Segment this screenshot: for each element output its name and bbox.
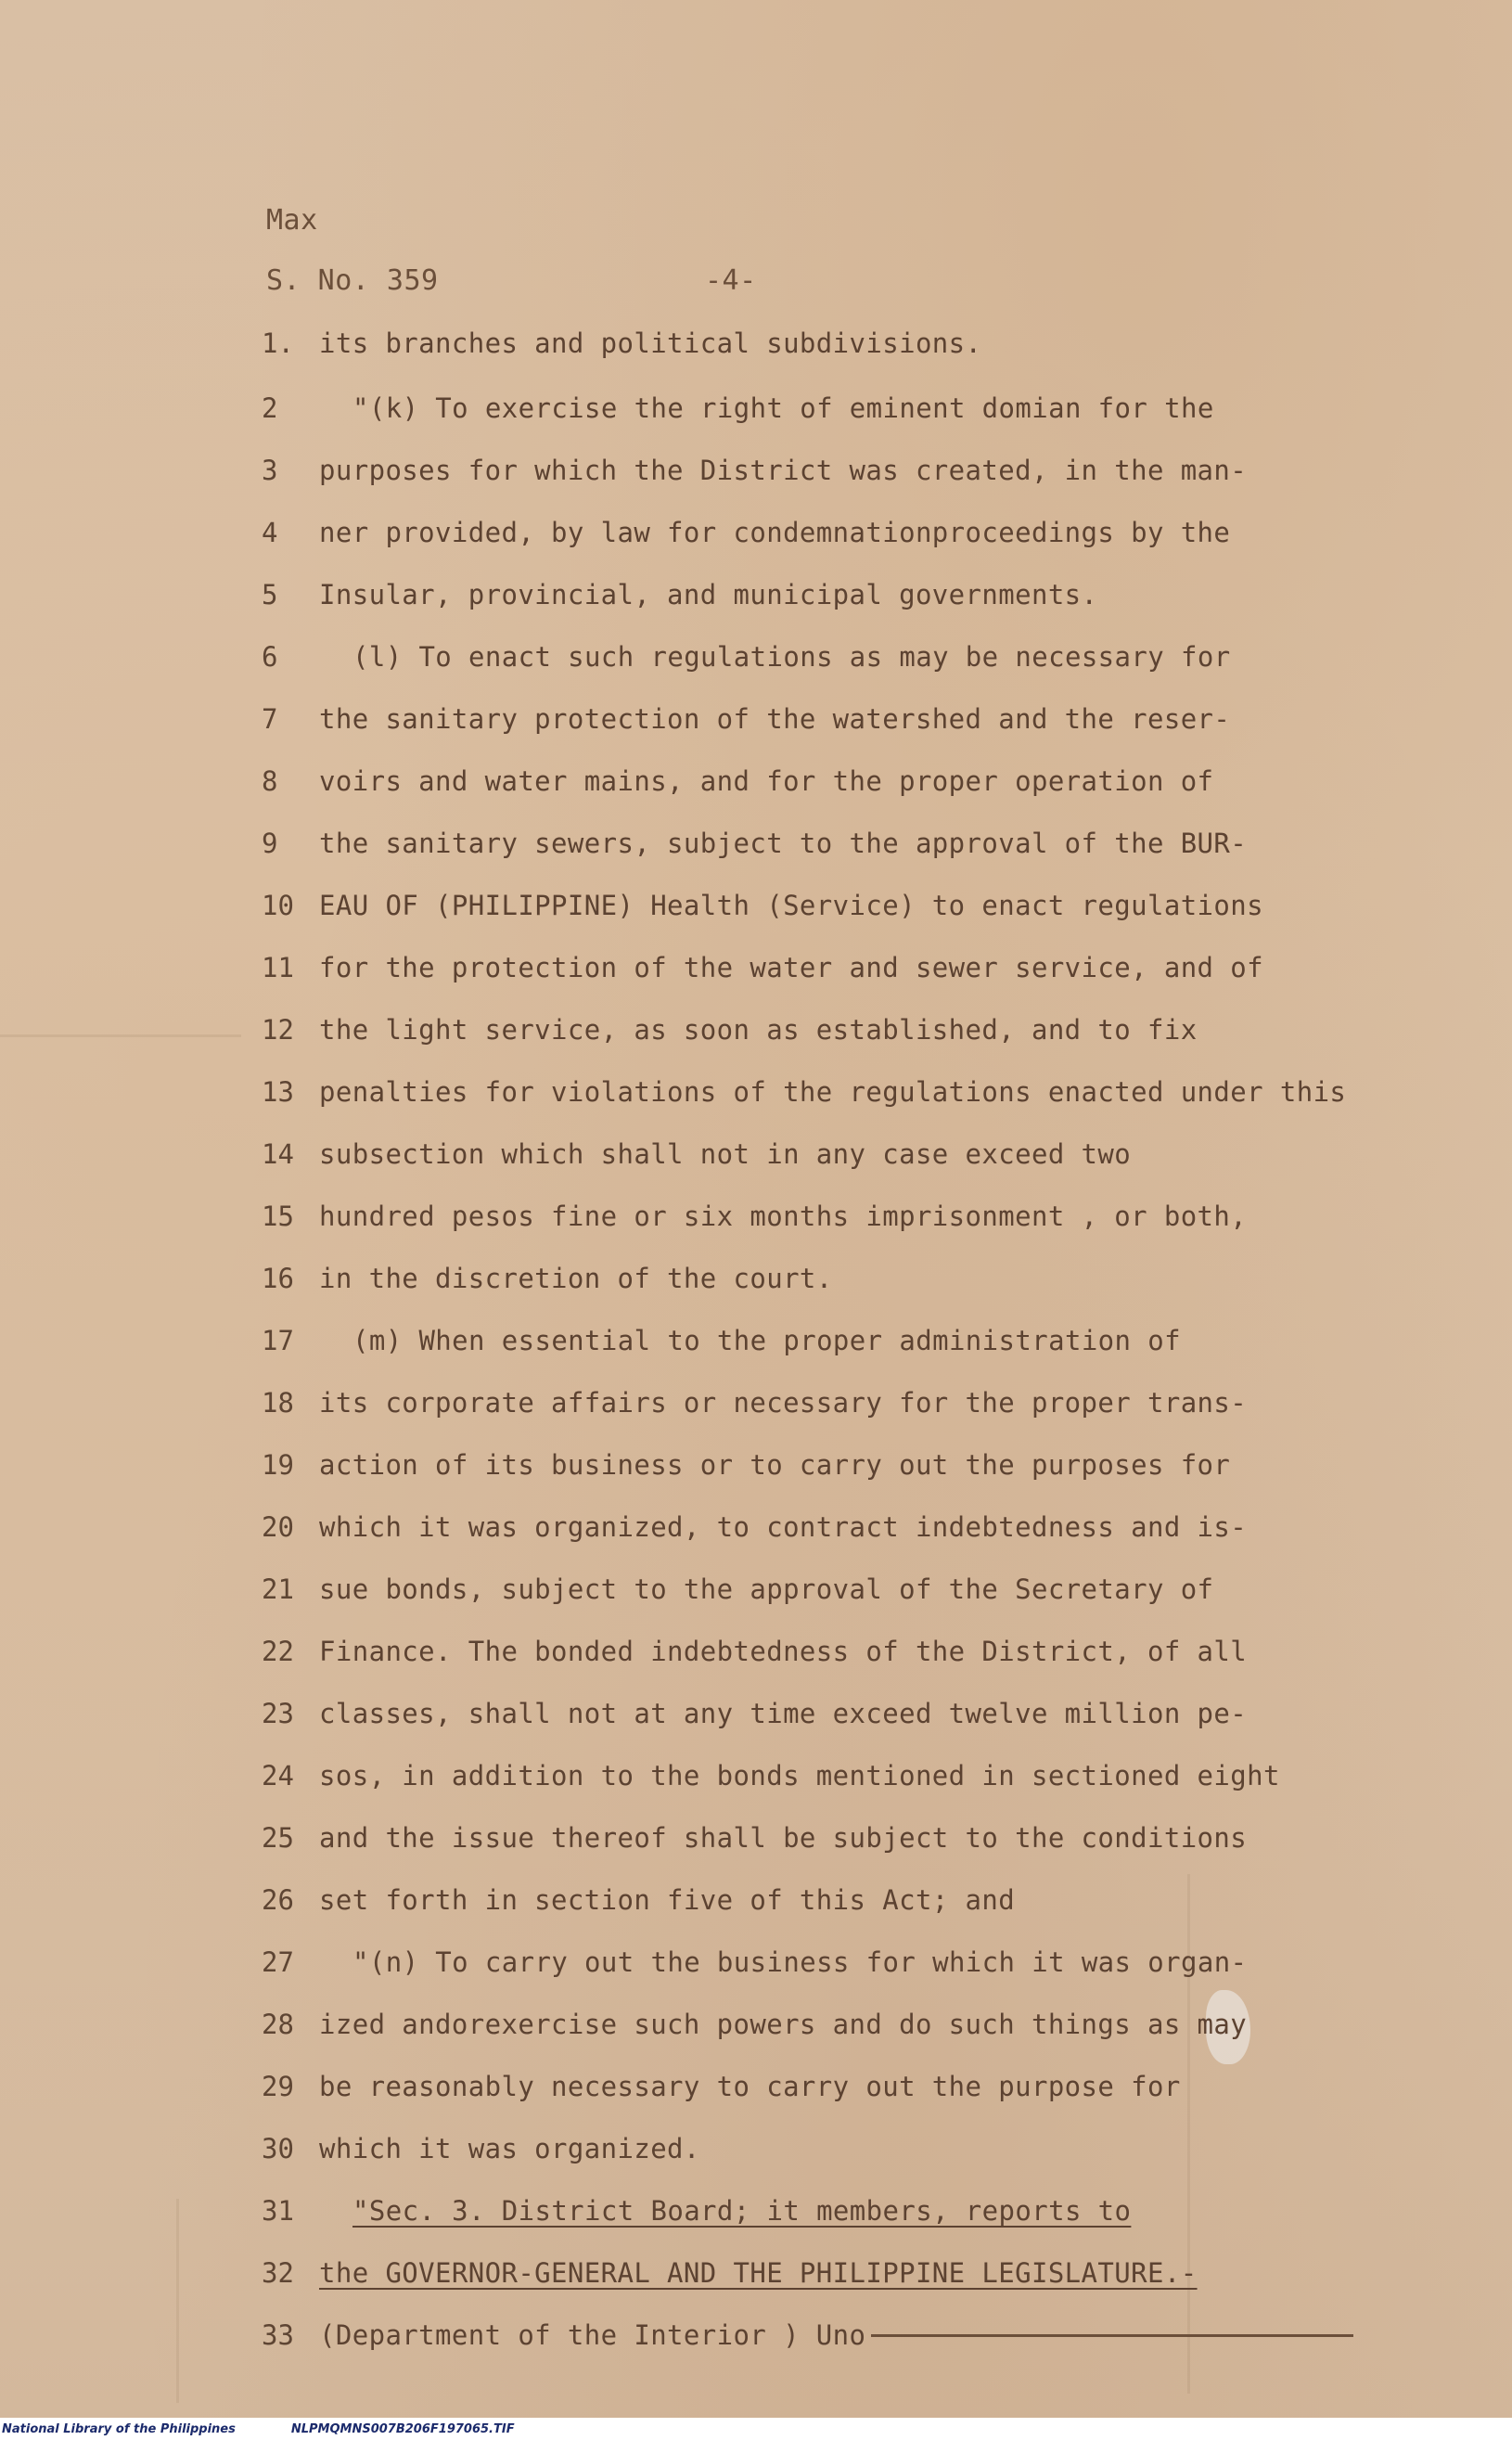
text-line xyxy=(262,820,1486,867)
line-text: which it was organized. xyxy=(319,2133,700,2164)
text-line xyxy=(262,944,1486,991)
text-line xyxy=(262,447,1486,494)
line-number: 7 xyxy=(262,703,278,735)
text-line xyxy=(262,2188,1486,2234)
line-text: the sanitary sewers, subject to the approval of the BUR- xyxy=(319,828,1248,859)
line-number: 21 xyxy=(262,1573,294,1605)
text-line xyxy=(262,320,1486,366)
line-number: 25 xyxy=(262,1822,294,1854)
line-text: set forth in section five of this Act; and xyxy=(319,1884,1016,1916)
line-number: 26 xyxy=(262,1884,294,1916)
line-text: voirs and water mains, and for the proper operation of xyxy=(319,765,1214,797)
text-line xyxy=(262,1069,1486,1115)
line-number: 15 xyxy=(262,1201,294,1232)
text-line xyxy=(262,1317,1486,1364)
line-number: 13 xyxy=(262,1076,294,1108)
line-text: "(k) To exercise the right of eminent domian for the xyxy=(352,392,1214,424)
line-number: 31 xyxy=(262,2195,294,2227)
line-number: 22 xyxy=(262,1636,294,1667)
line-number: 30 xyxy=(262,2133,294,2164)
text-line xyxy=(262,2125,1486,2172)
text-line xyxy=(262,1504,1486,1550)
line-number: 10 xyxy=(262,890,294,921)
line-text: action of its business or to carry out the purposes for xyxy=(319,1449,1231,1481)
line-number: 11 xyxy=(262,952,294,983)
line-text: (Department of the Interior ) Uno xyxy=(319,2319,866,2351)
library-credit: National Library of the Philippines xyxy=(2,2421,236,2436)
line-text: "(n) To carry out the business for which it was organ- xyxy=(352,1946,1248,1978)
header-initial: Max xyxy=(266,204,318,237)
line-number: 3 xyxy=(262,455,278,486)
text-line xyxy=(262,571,1486,618)
line-text: the light service, as soon as established, and to fix xyxy=(319,1014,1198,1046)
text-line xyxy=(262,1690,1486,1737)
line-number: 17 xyxy=(262,1325,294,1356)
file-identifier: NLPMQMNS007B206F197065.TIF xyxy=(290,2421,515,2436)
line-text: be reasonably necessary to carry out the purpose for xyxy=(319,2071,1181,2102)
line-text: penalties for violations of the regulations enacted under this xyxy=(319,1076,1347,1108)
text-line xyxy=(262,1380,1486,1426)
line-text: "Sec. 3. District Board; it members, reports to xyxy=(352,2195,1132,2227)
line-number: 12 xyxy=(262,1014,294,1046)
line-number: 32 xyxy=(262,2257,294,2289)
line-text: hundred pesos fine or six months imprisonment , or both, xyxy=(319,1201,1248,1232)
bill-number: S. No. 359 xyxy=(266,264,439,297)
text-line xyxy=(262,758,1486,804)
text-line xyxy=(262,2063,1486,2110)
text-line xyxy=(262,696,1486,742)
line-text: EAU OF (PHILIPPINE) Health (Service) to enact regulations xyxy=(319,890,1263,921)
line-number: 1. xyxy=(262,327,294,359)
line-text: purposes for which the District was created, in the man- xyxy=(319,455,1248,486)
line-number: 8 xyxy=(262,765,278,797)
text-line xyxy=(262,1007,1486,1053)
dash-rule xyxy=(871,2334,1353,2337)
text-line xyxy=(262,1442,1486,1488)
line-number: 4 xyxy=(262,517,278,548)
line-text: Finance. The bonded indebtedness of the District, of all xyxy=(319,1636,1248,1667)
line-number: 23 xyxy=(262,1698,294,1729)
text-line xyxy=(262,385,1486,431)
line-text: sue bonds, subject to the approval of the Secretary of xyxy=(319,1573,1214,1605)
line-number: 16 xyxy=(262,1263,294,1294)
line-number: 29 xyxy=(262,2071,294,2102)
text-line xyxy=(262,1753,1486,1799)
line-text: its corporate affairs or necessary for the proper trans- xyxy=(319,1387,1248,1419)
page-marker: -4- xyxy=(705,264,757,297)
line-number: 19 xyxy=(262,1449,294,1481)
line-text: and the issue thereof shall be subject to the conditions xyxy=(319,1822,1248,1854)
line-number: 2 xyxy=(262,392,278,424)
text-line xyxy=(262,1877,1486,1923)
line-text: (m) When essential to the proper administration of xyxy=(352,1325,1181,1356)
line-number: 20 xyxy=(262,1511,294,1543)
line-number: 27 xyxy=(262,1946,294,1978)
scan-footer xyxy=(0,2418,1512,2440)
line-text: its branches and political subdivisions. xyxy=(319,327,982,359)
line-number: 14 xyxy=(262,1138,294,1170)
line-number: 6 xyxy=(262,641,278,673)
line-number: 33 xyxy=(262,2319,294,2351)
line-text: Insular, provincial, and municipal governments. xyxy=(319,579,1098,610)
text-line xyxy=(262,1193,1486,1239)
text-line xyxy=(262,1566,1486,1612)
line-number: 28 xyxy=(262,2009,294,2040)
line-text: (l) To enact such regulations as may be necessary for xyxy=(352,641,1231,673)
text-line xyxy=(262,2001,1486,2048)
text-line xyxy=(262,1255,1486,1302)
text-line xyxy=(262,2312,1486,2358)
text-line xyxy=(262,1939,1486,1985)
text-line xyxy=(262,634,1486,680)
text-line xyxy=(262,882,1486,929)
line-text: which it was organized, to contract indebtedness and is- xyxy=(319,1511,1248,1543)
text-line xyxy=(262,1131,1486,1177)
line-number: 9 xyxy=(262,828,278,859)
text-line xyxy=(262,1815,1486,1861)
line-number: 18 xyxy=(262,1387,294,1419)
line-number: 24 xyxy=(262,1760,294,1791)
line-text: the sanitary protection of the watershed and the reser- xyxy=(319,703,1231,735)
line-text: subsection which shall not in any case exceed two xyxy=(319,1138,1132,1170)
line-text: classes, shall not at any time exceed twelve million pe- xyxy=(319,1698,1248,1729)
line-text: sos, in addition to the bonds mentioned in sectioned eight xyxy=(319,1760,1280,1791)
line-text: ner provided, by law for condemnationproceedings by the xyxy=(319,517,1231,548)
text-line xyxy=(262,2250,1486,2296)
line-number: 5 xyxy=(262,579,278,610)
line-text: the GOVERNOR-GENERAL AND THE PHILIPPINE LEGISLATURE.- xyxy=(319,2257,1198,2289)
text-line xyxy=(262,509,1486,556)
text-line xyxy=(262,1628,1486,1675)
line-text: in the discretion of the court. xyxy=(319,1263,833,1294)
line-text: ized andorexercise such powers and do such things as may xyxy=(319,2009,1248,2040)
line-text: for the protection of the water and sewer service, and of xyxy=(319,952,1263,983)
